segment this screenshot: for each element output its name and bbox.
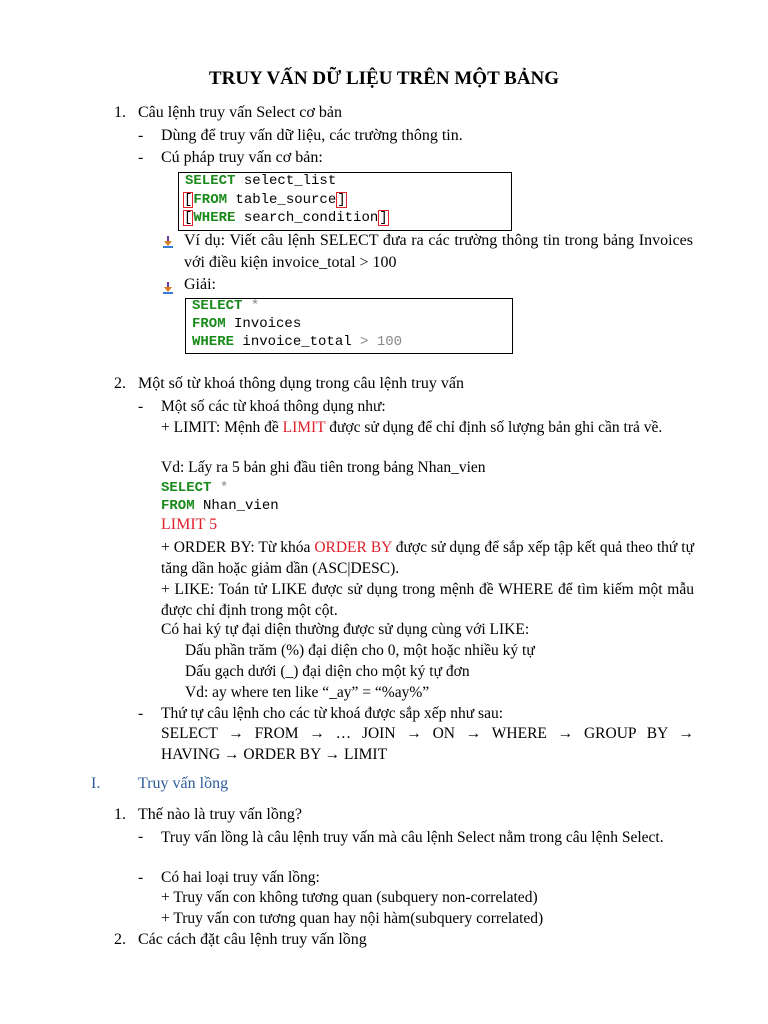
code-text: table_source (227, 192, 337, 208)
code-line (192, 316, 301, 332)
order-sequence: HAVING → ORDER BY → LIMIT (161, 746, 388, 763)
code-keyword: SELECT (192, 298, 243, 314)
code-line (183, 210, 389, 226)
section-heading: Câu lệnh truy vấn Select cơ bản (138, 104, 342, 121)
list-item: Thứ tự câu lệnh cho các từ khoá được sắp xếp như sau: (161, 705, 504, 722)
arrow-bullet-icon (162, 236, 174, 248)
like-description: + LIKE: Toán tử LIKE được sử dụng trong mệnh đề WHERE để tìm kiếm một mẫu được chỉ định trong một cột. (161, 581, 694, 619)
answer-code-box (185, 298, 513, 354)
code-operator: > 100 (351, 334, 403, 350)
section-heading: Một số từ khoá thông dụng trong câu lệnh truy vấn (138, 375, 464, 392)
code-keyword: SELECT (161, 480, 212, 496)
code-text: Invoices (225, 316, 302, 332)
wildcard-example: Vd: ay where ten like “_ay” = “%ay%” (185, 684, 430, 701)
page-title: TRUY VẤN DỮ LIỆU TRÊN MỘT BẢNG (208, 68, 560, 89)
wildcard-item: Dấu phần trăm (%) đại diện cho 0, một hoặc nhiều ký tự (185, 642, 535, 659)
code-keyword: SELECT (185, 173, 236, 189)
dash-marker: - (138, 828, 144, 845)
dash-marker: - (138, 869, 144, 886)
example-text: Vd: Lấy ra 5 bản ghi đầu tiên trong bảng Nhan_vien (161, 459, 486, 476)
orderby-description (161, 537, 694, 579)
code-keyword: WHERE (192, 334, 235, 350)
code-keyword: FROM (193, 192, 228, 208)
section-number: 1. (114, 104, 126, 121)
wildcard-item: Dấu gạch dưới (_) đại diện cho một ký tự đơn (185, 663, 470, 680)
code-text: select_list (235, 173, 337, 189)
code-line (161, 480, 228, 496)
text: được sử dụng để sắp xếp tập kết quả theo thứ tự tăng dần hoặc giảm dần (ASC|DESC). (161, 539, 694, 577)
code-line (185, 173, 336, 189)
code-line (192, 298, 259, 314)
dash-marker: - (138, 705, 144, 722)
order-sequence: SELECT → FROM → … JOIN → ON → WHERE → GROUP BY → (161, 725, 694, 742)
code-text: * (242, 298, 260, 314)
section-heading: Các cách đặt câu lệnh truy vấn lồng (138, 931, 367, 948)
code-keyword: WHERE (193, 210, 236, 226)
section-number: 2. (114, 375, 126, 392)
subquery-type: + Truy vấn con tương quan hay nội hàm(subquery correlated) (161, 910, 544, 927)
list-item: Một số các từ khoá thông dụng như: (161, 398, 386, 415)
syntax-code-box (178, 172, 512, 231)
bracket: ] (337, 192, 346, 208)
bracket: ] (379, 210, 388, 226)
roman-section-heading: Truy vấn lồng (138, 775, 229, 792)
code-text: Nhan_vien (194, 498, 279, 514)
list-item: Có hai loại truy vấn lồng: (161, 869, 320, 886)
bracket: [ (184, 192, 193, 208)
text: được sử dụng để chỉ định số lượng bản ghi cần trả về. (325, 419, 663, 436)
dash-marker: - (138, 398, 144, 415)
keyword-highlight: ORDER BY (314, 539, 392, 556)
code-keyword: FROM (192, 316, 226, 332)
text: + ORDER BY: Từ khóa (161, 539, 315, 556)
text: + LIMIT: Mệnh đề (161, 419, 283, 436)
code-line (161, 498, 279, 514)
code-text: search_condition (235, 210, 379, 226)
definition-text: Truy vấn lồng là câu lệnh truy vấn mà câu lệnh Select nằm trong câu lệnh Select. (161, 829, 664, 846)
keyword-highlight: LIMIT (282, 419, 326, 436)
section-number: 1. (114, 806, 126, 823)
code-line (183, 192, 347, 208)
bracket: [ (184, 210, 193, 226)
list-item: Cú pháp truy vấn cơ bản: (161, 149, 323, 166)
roman-section-number: I. (91, 775, 101, 792)
limit-description (161, 418, 694, 438)
code-text: invoice_total (234, 334, 352, 350)
dash-marker: - (138, 149, 144, 166)
example-text: Ví dụ: Viết câu lệnh SELECT đưa ra các trường thông tin trong bảng Invoices với điều kiện invoice_total > 100 (184, 232, 693, 271)
subquery-type: + Truy vấn con không tương quan (subquery non-correlated) (161, 889, 538, 906)
section-heading: Thế nào là truy vấn lồng? (138, 806, 302, 823)
answer-label: Giải: (184, 276, 216, 293)
wildcard-intro: Có hai ký tự đại diện thường được sử dụng cùng với LIKE: (161, 621, 530, 638)
code-limit: LIMIT 5 (161, 516, 218, 533)
section-number: 2. (114, 931, 126, 948)
code-keyword: FROM (161, 498, 195, 514)
code-line (192, 334, 402, 350)
arrow-bullet-icon (162, 282, 174, 294)
code-text: * (211, 480, 229, 496)
list-item: Dùng để truy vấn dữ liệu, các trường thông tin. (161, 127, 463, 144)
dash-marker: - (138, 127, 144, 144)
